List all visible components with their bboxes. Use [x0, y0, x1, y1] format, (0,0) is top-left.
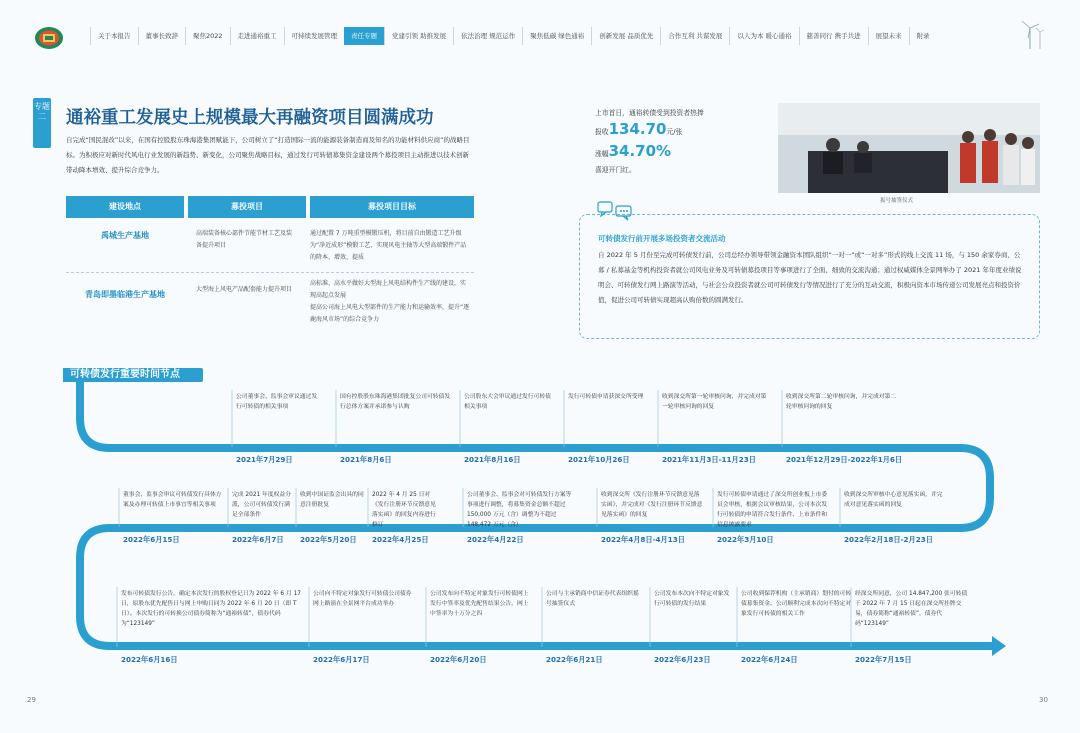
nav-item[interactable]: 慈善同行 携手共进 [799, 27, 868, 45]
nav-item[interactable]: 聚焦低碳 绿色通裕 [522, 27, 591, 45]
timeline-event-text: 收到深交所《发行注册环节反馈意见落实函》，并完成对《发行注册环节反馈意见落实函》的回复 [601, 492, 703, 518]
timeline-event-text: 公司发布向不特定对象发行可转债网上发行中签率及优先配售结果公告，网上中签率为十万分之四 [430, 591, 529, 617]
listing-line-4: 喜迎开门红。 [595, 166, 636, 174]
nav-item[interactable]: 可持续发展管理 [284, 27, 345, 45]
timeline-event-text: 公司收到保荐机构（主承销商）划付的可转债募集资金。公司顺利完成本次向不特定对象发行可转债的相关工作 [741, 591, 852, 617]
communication-body: 自 2022 年 5 月份至完成可转债发行前，公司总经办领导带领金融资本团队组织“一对一”或“一对多”形式的线上交流 11 场，与 150 余家券商、公募 / 私募基金等机构投资者就公司风电业务及可转债募投项目等事项进行了全面、细致的交流沟通；通过权威媒体全景网举办了 2021 年年度业绩说明会、可转债发行网上路演等活动，与社会公众投资者就公司可转债发行等情况进行了充分的互动交流，积极向资本市场传递公司发展亮点和投资价值，促进公司可转债实现超高认购倍数的圆满发行。 [598, 251, 1022, 304]
intro-paragraph: 自完成“国民混改”以来，在国有控股股东珠海港集团赋能下，公司树立了“打造国际一流的能源装备制造商及知名的功能材料供应商”的战略目标。为积极应对新时代风电行业发展的新趋势、新变化，公司聚焦战略目标，通过发行可转债募集资金建设两个募投项目主动推进以技术创新带动降本增效、提升综合竞争力。 [66, 136, 470, 174]
nav-item[interactable]: 党建引领 助推发展 [384, 27, 453, 45]
gain-percent: 34.70% [608, 142, 672, 160]
table-row-project: 高端装备核心部件节能节材工艺及装备提升项目 [196, 230, 293, 249]
timeline-event-date: 2022年6月17日 [313, 655, 370, 664]
timeline-event-text: 收到深交所审核中心意见落实函，并完成对意见落实函的回复 [844, 492, 943, 508]
timeline-event-text: 收到深交所第二轮审核问询，并完成对第二轮审核问询的回复 [786, 394, 897, 410]
timeline-event-date: 2022年2月18日-2月23日 [844, 535, 933, 544]
photo-caption: 振号抽签仪式 [880, 198, 914, 204]
nav-item[interactable]: 展望未来 [868, 27, 909, 45]
nav-item[interactable]: 关于本报告 [90, 27, 138, 45]
timeline-event-text: 完成 2021 年度权益分派，公司可转债发行满足全部条件 [232, 492, 292, 518]
timeline-event-date: 2022年6月24日 [741, 655, 798, 664]
timeline-event-date: 2021年8月6日 [340, 455, 392, 464]
timeline-event-text: 公司与主承销商中信证券代表组织摇号抽签仪式 [546, 591, 639, 607]
timeline-event-text: 公司向不特定对象发行可转债公司债券网上路演在全景网平台成功举办 [313, 591, 412, 607]
price-unit: 元/张 [666, 128, 683, 136]
timeline-event-date: 2021年10月26日 [568, 455, 630, 464]
table-row-project: 大型海上风电产品配套能力提升项目 [196, 286, 293, 293]
communication-title: 可转债发行前开展多场投资者交流活动 [598, 234, 726, 243]
timeline-event-date: 2022年6月15日 [123, 535, 180, 544]
table-row-goal: 通过配置 7 万吨重型模锻压机，将目前自由锻造工艺升级为“净近成形”模锻工艺，实现风电主轴等大型高端锻件产品的降本、增效、提质 [310, 230, 467, 261]
table-header-project: 募投项目 [188, 196, 306, 218]
timeline-event-text: 发行可转债申请获深交所受理 [568, 394, 644, 400]
timeline-event-date: 2022年4月22日 [467, 535, 524, 544]
nav-item[interactable]: 合作互利 共谋发展 [660, 27, 729, 45]
table-row-location: 禹城生产基地 [101, 231, 149, 240]
timeline-event-text: 国有控股股东珠海港集团批复公司可转债发行总体方案并承诺参与认购 [340, 394, 451, 410]
timeline-event-date: 2022年7月15日 [855, 655, 912, 664]
price-prefix: 报收 [595, 128, 609, 136]
timeline-event-text: 收到中国证监会出具的同意注册批复 [300, 492, 364, 508]
timeline-event-date: 2022年5月20日 [300, 535, 357, 544]
table-row-goal: 高标准、高水平做好大型海上风电结构件生产线的建设，实现高起点发展 提高公司海上风电大型部件的生产能力和运输效率，提升“逐鹿海风市场”的综合竞争力 [310, 280, 470, 323]
timeline-event-text: 董事会、监事会审议可转债发行具体方案及办理可转债上市事宜等相关事项 [123, 492, 222, 508]
closing-price: 134.70 [608, 120, 667, 138]
timeline-event-date: 2021年8月16日 [464, 455, 521, 464]
section-side-tab-label: 专题二 [34, 102, 50, 121]
timeline-event-date: 2021年12月29日-2022年1月6日 [786, 455, 903, 464]
page-number-right: 30 [1039, 696, 1048, 704]
timeline-event-date: 2022年6月16日 [121, 655, 178, 664]
timeline-event-date: 2022年6月21日 [546, 655, 603, 664]
nav-item[interactable]: 董事长致辞 [138, 27, 186, 45]
nav-item[interactable]: 责任专题 [344, 27, 384, 45]
page-number-left: 29 [27, 696, 36, 704]
timeline-event-text: 公司董事会、监事会审议通过发行可转债的相关事项 [236, 394, 318, 410]
timeline-event-text: 发布可转债发行公告，确定本次发行的股权登记日为 2022 年 6 月 17 日，原股东优先配售日与网上申购日同为 2022 年 6 月 20 日（即 T 日）。本次发行的可转换公司债券简称为“通裕转债”，债券代码为“123149” [121, 591, 301, 627]
nav-item[interactable]: 附录 [909, 27, 937, 45]
nav-item[interactable]: 创新发展 品质优先 [591, 27, 660, 45]
nav-item[interactable]: 依法治理 规范运作 [453, 27, 522, 45]
timeline-event-text: 公司发布本次向不特定对象发行可转债的发行结果 [654, 591, 730, 607]
timeline-event-date: 2022年6月23日 [654, 655, 711, 664]
timeline-title: 可转债发行重要时间节点 [70, 369, 180, 380]
page-title: 通裕重工发展史上规模最大再融资项目圆满成功 [66, 108, 434, 128]
timeline-event-text: 收到深交所第一轮审核问询，并完成对第一轮审核问询的回复 [662, 394, 767, 410]
table-row-location: 青岛即墨临港生产基地 [85, 290, 165, 299]
timeline-event-date: 2022年4月25日 [372, 535, 429, 544]
timeline-event-text: 公司董事会、监事会对可转债发行方案等事项进行调整，将募集资金总额不超过 150,000 万元（含）调整为不超过 148,472 万元（含） [467, 492, 572, 528]
listing-line-1: 上市首日，通裕转债受到投资者热捧 [595, 109, 704, 117]
timeline-event-date: 2022年6月7日 [232, 535, 284, 544]
table-header-goal: 募投项目目标 [310, 196, 474, 218]
nav-item[interactable]: 走进通裕重工 [230, 27, 284, 45]
timeline-event-text: 公司股东大会审议通过发行可转债相关事项 [464, 394, 551, 410]
timeline-event-date: 2021年7月29日 [236, 455, 293, 464]
gain-prefix: 涨幅 [595, 150, 609, 158]
table-header-location: 建设地点 [66, 196, 184, 218]
timeline-event-date: 2021年11月3日-11月23日 [662, 455, 756, 464]
timeline-event-date: 2022年4月8日-4月13日 [601, 535, 685, 544]
timeline-event-text: 2022 年 4 月 25 日对《发行注册环节反馈意见落实函》的回复内容进行修订 [372, 492, 436, 528]
nav-item[interactable]: 聚焦2022 [185, 27, 230, 45]
timeline-event-date: 2022年6月20日 [430, 655, 487, 664]
timeline-event-text: 发行可转债申请通过了深交所创业板上市委员会审核，根据会议审核结果，公司本次发行可转债的申请符合发行条件、上市条件和信息披露要求 [717, 492, 828, 528]
nav-item[interactable]: 以人为本 暖心通裕 [729, 27, 798, 45]
timeline-event-text: 经深交所同意，公司 14.847,200 张可转债于 2022 年 7 月 15 日起在深交所挂牌交易，债券简称“通裕转债”，债券代码“123149” [855, 591, 968, 627]
timeline-event-date: 2022年3月10日 [717, 535, 774, 544]
